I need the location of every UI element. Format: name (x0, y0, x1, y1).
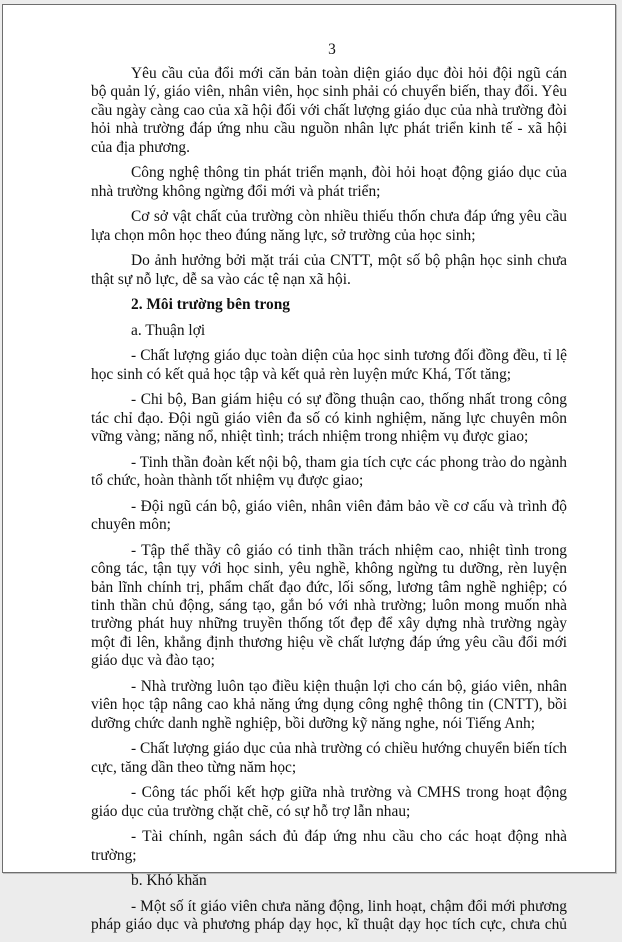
list-item-tai-chinh: - Tài chính, ngân sách đủ đáp ứng nhu cầu cho các hoạt động nhà trường; (91, 828, 567, 864)
list-item-phoi-ket-hop-cmhs: - Công tác phối kết hợp giữa nhà trường và CMHS trong hoạt động giáo dục của trường chặt chẽ, có sự hỗ trợ lẫn nhau; (91, 784, 567, 820)
list-item-chat-luong-chuyen-bien: - Chất lượng giáo dục của nhà trường có chiều hướng chuyển biến tích cực, tăng dần theo từng năm học; (91, 740, 567, 776)
subheading-thuan-loi: a. Thuận lợi (131, 321, 206, 339)
list-item-dieu-kien-thuan-loi: - Nhà trường luôn tạo điều kiện thuận lợi cho cán bộ, giáo viên, nhân viên học tập nâng cao khả năng ứng dụng công nghệ thông tin (CNTT), bồi dưỡng chức danh nghề nghiệp, bồi dưỡng kỹ năng nghe, nói Tiếng Anh; (91, 677, 567, 732)
paragraph-co-so-vat-chat: Cơ sở vật chất của trường còn nhiều thiếu thốn chưa đáp ứng yêu cầu lựa chọn môn học theo đúng năng lực, sở trường của học sinh; (91, 208, 567, 244)
subheading-kho-khan: b. Khó khăn (131, 872, 207, 890)
page-number: 3 (328, 41, 336, 58)
list-item-tap-the-thay-co: - Tập thể thầy cô giáo có tinh thần trách nhiệm cao, nhiệt tình trong công tác, tận tụy với học sinh, yêu nghề, không ngừng tu dưỡng, rèn luyện bản lĩnh chính trị, phẩm chất đạo đức, lối sống, lương tâm nghề nghiệp; có tinh thần chủ động, sáng tạo, gắn bó với nhà trường; luôn mong muốn nhà trường phát huy những truyền thống tốt đẹp để xây dựng nhà trường ngày một đi lên, khẳng định thương hiệu về chất lượng đáp ứng yêu cầu đổi mới giáo dục và đào tạo; (91, 541, 567, 670)
paragraph-anh-huong-cntt: Do ảnh hưởng bởi mặt trái của CNTT, một số bộ phận học sinh chưa thật sự nỗ lực, dễ sa vào các tệ nạn xã hội. (91, 252, 567, 288)
list-item-doi-ngu-can-bo: - Đội ngũ cán bộ, giáo viên, nhân viên đảm bảo về cơ cấu và trình độ chuyên môn; (91, 497, 567, 534)
document-page (2, 4, 616, 934)
list-item-chi-bo-ban-giam-hieu: - Chi bộ, Ban giám hiệu có sự đồng thuận cao, thống nhất trong công tác chỉ đạo. Đội ngũ giáo viên đa số có kinh nghiệm, năng lực chuyên môn vững vàng; năng nổ, nhiệt tình; trách nhiệm trong nhiệm vụ được giao; (91, 391, 567, 446)
list-item-tinh-than-doan-ket: - Tinh thần đoàn kết nội bộ, tham gia tích cực các phong trào do ngành tổ chức, hoàn thành tốt nhiệm vụ được giao; (91, 453, 567, 490)
paragraph-doi-moi-yeu-cau: Yêu cầu của đổi mới căn bản toàn diện giáo dục đòi hỏi đội ngũ cán bộ quản lý, giáo viên, nhân viên, học sinh phải có chuyển biến, thay đổi. Yêu cầu ngày càng cao của xã hội đối với chất lượng giáo dục của nhà trường đòi hỏi nhà trường đáp ứng nhu cầu nguồn nhân lực phát triển kinh tế - xã hội của địa phương. (91, 65, 567, 156)
page-content (91, 41, 567, 942)
list-item-chat-luong-toan-dien: - Chất lượng giáo dục toàn diện của học sinh tương đối đồng đều, tỉ lệ học sinh có kết quả học tập và kết quả rèn luyện mức Khá, Tốt tăng; (91, 347, 567, 383)
section-heading-moi-truong-ben-trong: 2. Môi trường bên trong (131, 296, 290, 314)
list-item-giao-vien-chua-nang-dong: - Một số ít giáo viên chưa năng động, linh hoạt, chậm đổi mới phương pháp giáo dục và phương pháp dạy học, kĩ thuật dạy học tích cực, chưa chủ (91, 897, 567, 934)
paragraph-cong-nghe-thong-tin: Công nghệ thông tin phát triển mạnh, đòi hỏi hoạt động giáo dục của nhà trường không ngừng đổi mới và phát triển; (91, 164, 567, 200)
